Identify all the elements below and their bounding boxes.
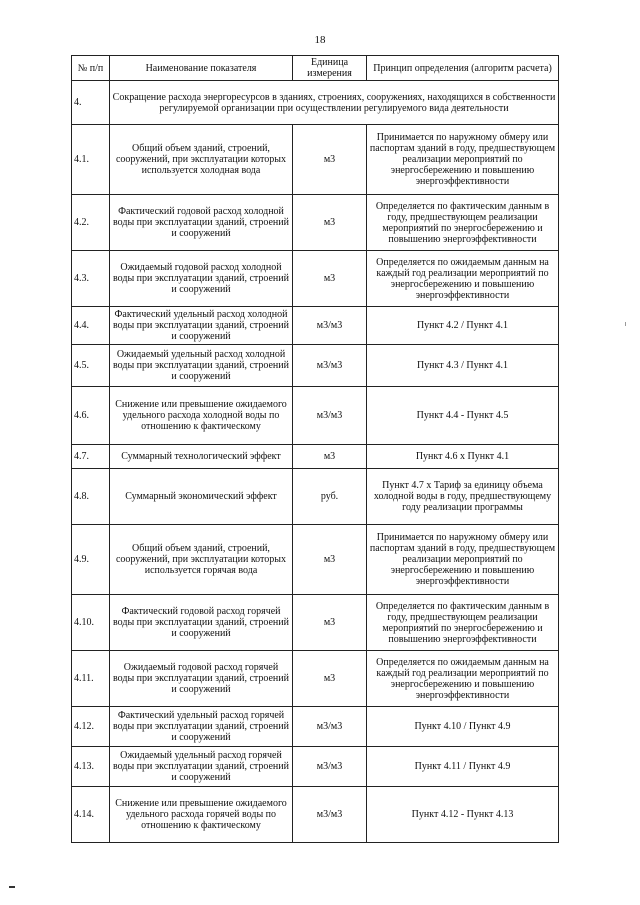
table-row	[72, 125, 559, 195]
header-number: № п/п	[72, 56, 110, 81]
indicator-rule: Пункт 4.12 - Пункт 4.13	[367, 787, 559, 843]
indicator-rule: Пункт 4.10 / Пункт 4.9	[367, 707, 559, 747]
row-number: 4.14.	[72, 787, 110, 843]
indicator-name: Ожидаемый удельный расход горячей воды при эксплуатации зданий, строений и сооружений	[110, 747, 293, 787]
table-row	[72, 787, 559, 843]
page-number: 18	[314, 34, 326, 46]
indicator-name: Фактический удельный расход холодной воды при эксплуатации зданий, строений и сооружений	[110, 307, 293, 345]
row-number: 4.3.	[72, 251, 110, 307]
indicator-name: Фактический годовой расход горячей воды при эксплуатации зданий, строений и сооружений	[110, 595, 293, 651]
indicator-rule: Пункт 4.4 - Пункт 4.5	[367, 387, 559, 445]
table-row	[72, 707, 559, 747]
indicators-table	[71, 55, 559, 843]
indicator-unit: м3	[293, 251, 367, 307]
scan-edge-tick	[625, 322, 626, 326]
indicator-name: Общий объем зданий, строений, сооружений, при эксплуатации которых используется холодная вода	[110, 125, 293, 195]
table-row	[72, 81, 559, 125]
header-rule: Принцип определения (алгоритм расчета)	[367, 56, 559, 81]
header-unit: Единица измерения	[293, 56, 367, 81]
row-number: 4.8.	[72, 469, 110, 525]
indicator-unit: м3/м3	[293, 307, 367, 345]
indicator-unit: м3/м3	[293, 707, 367, 747]
indicator-name: Суммарный технологический эффект	[110, 445, 293, 469]
table-row	[72, 595, 559, 651]
indicator-rule: Пункт 4.3 / Пункт 4.1	[367, 345, 559, 387]
indicator-rule: Определяется по ожидаемым данным на каждый год реализации мероприятий по энергосбережению и повышению энергоэффективности	[367, 651, 559, 707]
indicator-name: Снижение или превышение ожидаемого удельного расхода холодной воды по отношению к фактическому	[110, 387, 293, 445]
row-number: 4.	[72, 81, 110, 125]
indicator-name: Ожидаемый годовой расход горячей воды при эксплуатации зданий, строений и сооружений	[110, 651, 293, 707]
indicator-name: Общий объем зданий, строений, сооружений, при эксплуатации которых используется горячая вода	[110, 525, 293, 595]
indicator-unit: м3/м3	[293, 747, 367, 787]
table-header	[72, 56, 559, 81]
indicator-unit: м3/м3	[293, 345, 367, 387]
indicator-rule: Принимается по наружному обмеру или паспортам зданий в году, предшествующем реализации мероприятий по энергосбережению и повышению энергоэффективности	[367, 525, 559, 595]
scan-edge-mark	[9, 886, 15, 888]
row-number: 4.12.	[72, 707, 110, 747]
indicator-rule: Пункт 4.6 х Пункт 4.1	[367, 445, 559, 469]
indicator-unit: м3/м3	[293, 787, 367, 843]
indicator-rule: Принимается по наружному обмеру или паспортам зданий в году, предшествующем реализации мероприятий по энергосбережению и повышению энергоэффективности	[367, 125, 559, 195]
indicator-unit: м3	[293, 525, 367, 595]
indicator-rule: Определяется по ожидаемым данным на каждый год реализации мероприятий по энергосбережению и повышению энергоэффективности	[367, 251, 559, 307]
header-name: Наименование показателя	[110, 56, 293, 81]
table-row	[72, 747, 559, 787]
row-number: 4.1.	[72, 125, 110, 195]
indicator-name: Ожидаемый удельный расход холодной воды при эксплуатации зданий, строений и сооружений	[110, 345, 293, 387]
table-row	[72, 525, 559, 595]
indicator-unit: м3	[293, 195, 367, 251]
row-number: 4.4.	[72, 307, 110, 345]
row-number: 4.11.	[72, 651, 110, 707]
indicator-rule: Пункт 4.7 х Тариф за единицу объема холодной воды в году, предшествующему году реализации программы	[367, 469, 559, 525]
table-row	[72, 307, 559, 345]
table-row	[72, 345, 559, 387]
table-row	[72, 445, 559, 469]
row-number: 4.13.	[72, 747, 110, 787]
row-number: 4.10.	[72, 595, 110, 651]
indicator-name: Фактический удельный расход горячей воды при эксплуатации зданий, строений и сооружений	[110, 707, 293, 747]
row-number: 4.6.	[72, 387, 110, 445]
indicator-unit: м3	[293, 595, 367, 651]
indicator-unit: м3	[293, 125, 367, 195]
table-row	[72, 387, 559, 445]
indicator-name: Фактический годовой расход холодной воды при эксплуатации зданий, строений и сооружений	[110, 195, 293, 251]
indicator-unit: м3/м3	[293, 387, 367, 445]
indicator-name: Ожидаемый годовой расход холодной воды при эксплуатации зданий, строений и сооружений	[110, 251, 293, 307]
row-number: 4.2.	[72, 195, 110, 251]
table-row	[72, 195, 559, 251]
indicator-rule: Пункт 4.11 / Пункт 4.9	[367, 747, 559, 787]
table-row	[72, 469, 559, 525]
section-title: Сокращение расхода энергоресурсов в зданиях, строениях, сооружениях, находящихся в собственности регулируемой организации при осуществлении регулируемого вида деятельности	[110, 81, 559, 125]
indicator-name: Снижение или превышение ожидаемого удельного расхода горячей воды по отношению к фактическому	[110, 787, 293, 843]
row-number: 4.5.	[72, 345, 110, 387]
indicator-unit: м3	[293, 445, 367, 469]
indicator-name: Суммарный экономический эффект	[110, 469, 293, 525]
table-row	[72, 651, 559, 707]
indicator-rule: Пункт 4.2 / Пункт 4.1	[367, 307, 559, 345]
row-number: 4.7.	[72, 445, 110, 469]
indicator-unit: м3	[293, 651, 367, 707]
indicator-unit: руб.	[293, 469, 367, 525]
indicator-rule: Определяется по фактическим данным в году, предшествующем реализации мероприятий по энергосбережению и повышению энергоэффективности	[367, 195, 559, 251]
indicator-rule: Определяется по фактическим данным в году, предшествующем реализации мероприятий по энергосбережению и повышению энергоэффективности	[367, 595, 559, 651]
row-number: 4.9.	[72, 525, 110, 595]
table-row	[72, 251, 559, 307]
